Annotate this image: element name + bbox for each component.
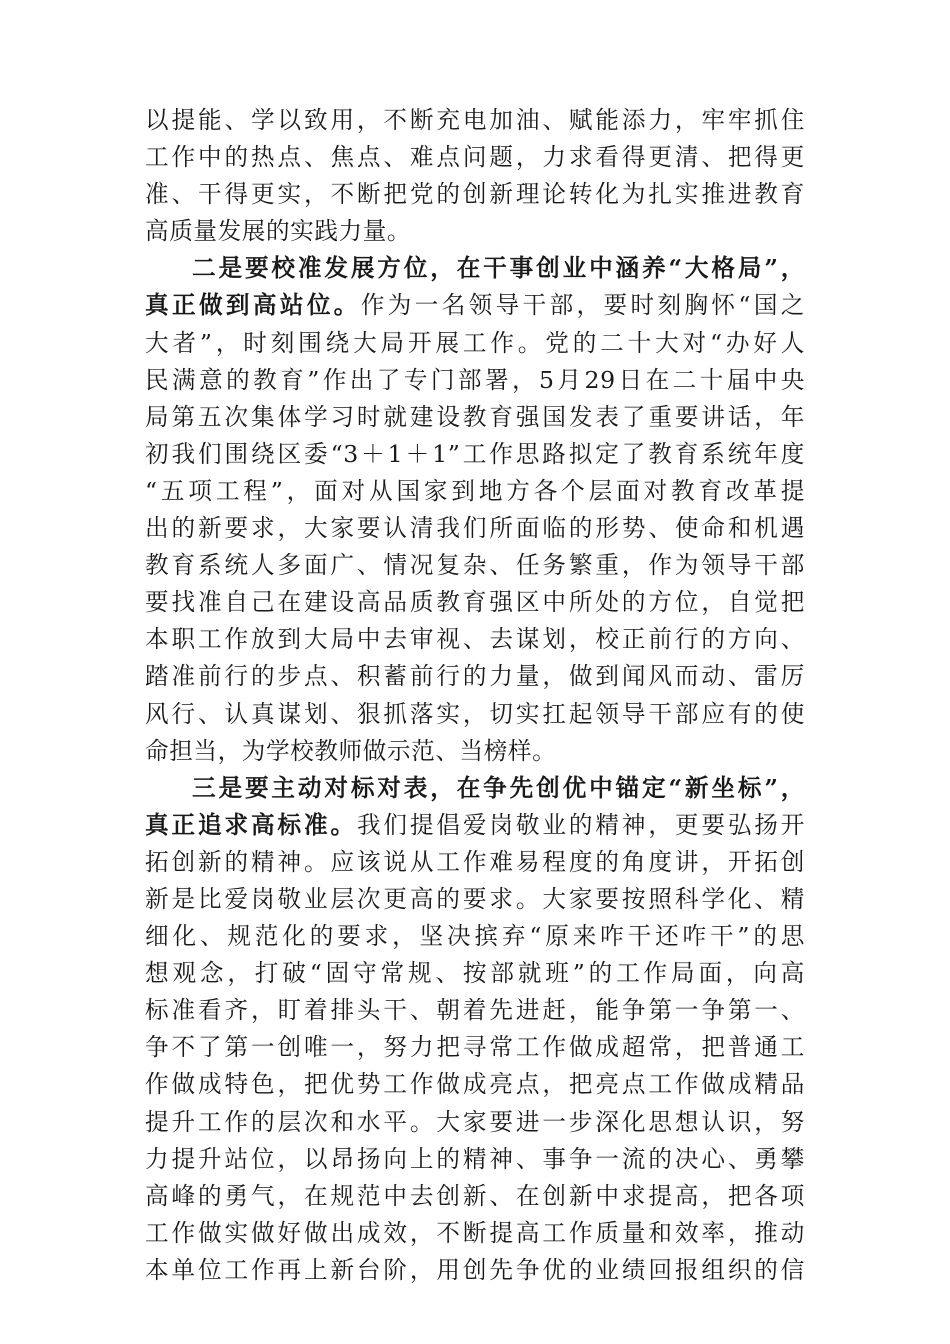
text-line: 初我们围绕区委“3＋1＋1”工作思路拟定了教育系统年度 <box>145 439 805 468</box>
text-line: “五项工程”，面对从国家到地方各个层面对教育改革提 <box>145 476 805 505</box>
text-line: 标准看齐，盯着排头干、朝着先进赶，能争第一争第一、 <box>145 996 805 1025</box>
text-line: 本单位工作再上新台阶，用创先争优的业绩回报组织的信 <box>145 1255 805 1284</box>
text-line: 工作中的热点、焦点、难点问题，力求看得更清、把得更 <box>145 143 805 172</box>
text-line: 民满意的教育”作出了专门部署，5月29日在二十届中央 <box>145 365 805 394</box>
text-line: 本职工作放到大局中去审视、去谋划，校正前行的方向、 <box>145 625 805 654</box>
text-line: 提升工作的层次和水平。大家要进一步深化思想认识，努 <box>145 1107 805 1136</box>
text-line: 作做成特色，把优势工作做成亮点，把亮点工作做成精品 <box>145 1070 805 1099</box>
text-line: 高质量发展的实践力量。 <box>145 217 412 246</box>
text-line: 要找准自己在建设高品质教育强区中所处的方位，自觉把 <box>145 588 805 617</box>
text-line: 教育系统人多面广、情况复杂、任务繁重，作为领导干部 <box>145 551 805 580</box>
text-line: 想观念，打破“固守常规、按部就班”的工作局面，向高 <box>145 959 805 988</box>
text-line: 真正做到高站位。作为一名领导干部，要时刻胸怀“国之 <box>145 291 805 320</box>
text-line: 大者”，时刻围绕大局开展工作。党的二十大对“办好人 <box>145 328 805 357</box>
text-line: 拓创新的精神。应该说从工作难易程度的角度讲，开拓创 <box>145 847 805 876</box>
section-heading-line: 二是要校准发展方位，在干事创业中涵养“大格局”， <box>192 254 805 283</box>
text-line: 出的新要求，大家要认清我们所面临的形势、使命和机遇 <box>145 514 805 543</box>
text-line: 新是比爱岗敬业层次更高的要求。大家要按照科学化、精 <box>145 884 805 913</box>
text-line: 工作做实做好做出成效，不断提高工作质量和效率，推动 <box>145 1218 805 1247</box>
text-line: 高峰的勇气，在规范中去创新、在创新中求提高，把各项 <box>145 1181 805 1210</box>
body-text <box>145 102 805 1289</box>
text-line: 局第五次集体学习时就建设教育强国发表了重要讲话，年 <box>145 402 805 431</box>
text-line: 以提能、学以致用，不断充电加油、赋能添力，牢牢抓住 <box>145 106 805 134</box>
section-heading-line: 三是要主动对标对表，在争先创优中锚定“新坐标”， <box>192 773 805 802</box>
text-line: 争不了第一创唯一，努力把寻常工作做成超常，把普通工 <box>145 1033 805 1062</box>
text-line: 力提升站位，以昂扬向上的精神、事争一流的决心、勇攀 <box>145 1144 805 1173</box>
text-line: 命担当，为学校教师做示范、当榜样。 <box>145 736 557 765</box>
text-line: 风行、认真谋划、狠抓落实，切实扛起领导干部应有的使 <box>145 699 805 728</box>
text-line: 踏准前行的步点、积蓄前行的力量，做到闻风而动、雷厉 <box>145 662 805 691</box>
text-line: 准、干得更实，不断把党的创新理论转化为扎实推进教育 <box>145 180 805 209</box>
text-line: 细化、规范化的要求，坚决摈弃“原来咋干还咋干”的思 <box>145 922 805 951</box>
text-line: 真正追求高标准。我们提倡爱岗敬业的精神，更要弘扬开 <box>145 810 805 839</box>
